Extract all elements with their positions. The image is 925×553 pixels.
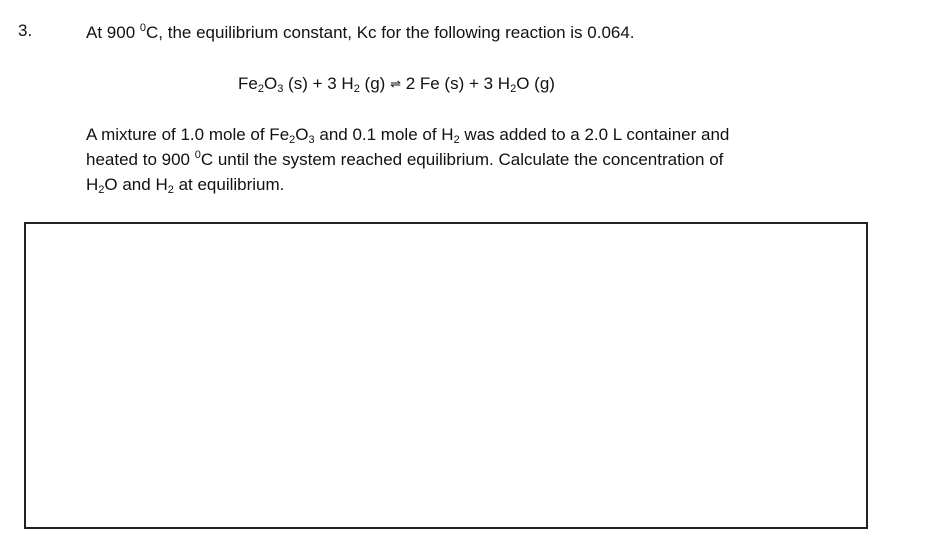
eq-h2-subscript: 2: [353, 83, 360, 95]
body-2-b: C until the system reached equilibrium. Calculate the concentration of: [200, 150, 724, 169]
body-2-a: heated to 900: [86, 150, 195, 169]
body-3-c: at equilibrium.: [173, 175, 285, 194]
body-2-degree: 0: [194, 149, 201, 161]
equilibrium-arrow-icon: ⇌: [390, 76, 401, 91]
degree-superscript: 0: [139, 22, 146, 34]
eq-o: O: [263, 74, 278, 93]
body-line-2: [86, 147, 723, 172]
body-1-sub2: 2: [289, 134, 296, 146]
body-1-sub3: 3: [308, 134, 315, 146]
intro-text-start: At 900: [86, 23, 140, 42]
body-3-b: O and H: [104, 175, 168, 194]
intro-text-end: C, the equilibrium constant, Kc for the following reaction is 0.064.: [146, 23, 635, 42]
chemical-equation: [238, 71, 555, 96]
eq-fe-subscript: 2: [257, 83, 264, 95]
eq-text-4: O (g): [516, 74, 555, 93]
body-1-a: A mixture of 1.0 mole of Fe: [86, 125, 290, 144]
body-line-1: [86, 122, 729, 147]
eq-text-2: (g): [359, 74, 391, 93]
answer-box[interactable]: [24, 222, 868, 529]
body-1-b: and 0.1 mole of H: [314, 125, 454, 144]
body-1-sub-h: 2: [453, 134, 460, 146]
eq-fe: Fe: [238, 74, 258, 93]
eq-o-subscript: 3: [277, 83, 284, 95]
body-3-sub1: 2: [98, 184, 105, 196]
eq-text-3: 2 Fe (s) + 3 H: [400, 74, 511, 93]
body-3-sub2: 2: [167, 184, 174, 196]
body-3-a: H: [86, 175, 99, 194]
body-1-o: O: [295, 125, 309, 144]
body-line-3: [86, 172, 284, 197]
body-1-c: was added to a 2.0 L container and: [459, 125, 730, 144]
eq-text-1: (s) + 3 H: [283, 74, 354, 93]
eq-h2o-subscript: 2: [510, 83, 517, 95]
question-number: 3.: [18, 21, 33, 40]
question-intro: [86, 20, 635, 45]
